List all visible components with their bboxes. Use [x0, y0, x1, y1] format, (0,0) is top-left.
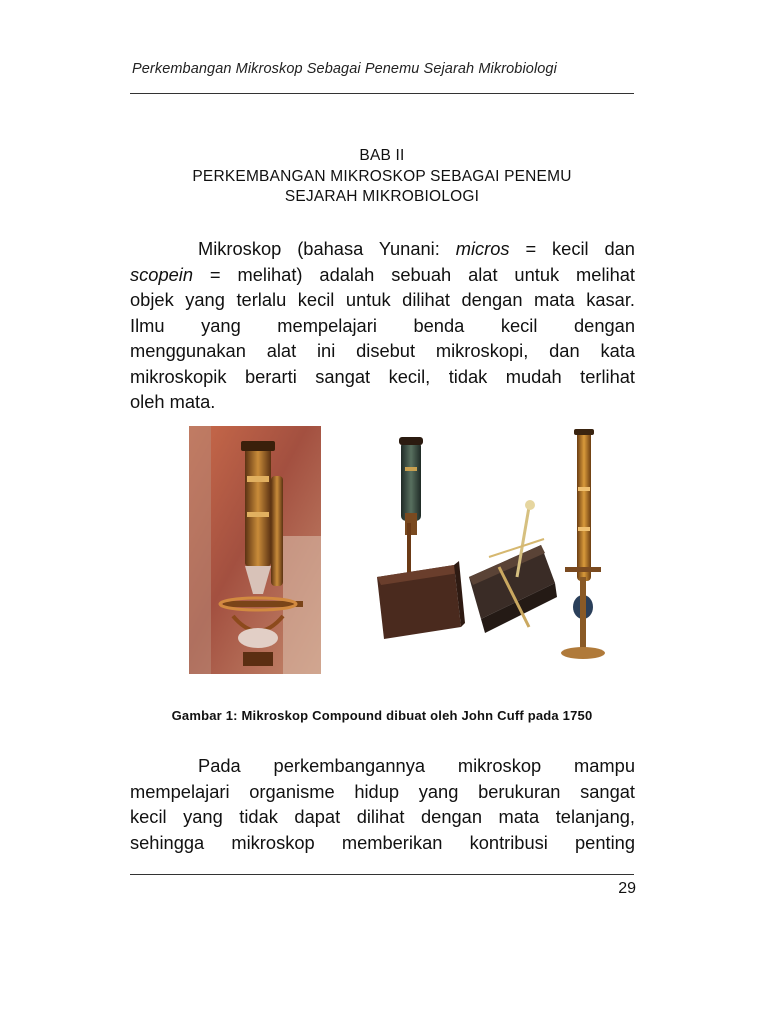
- brass-microscope-image: [183, 416, 325, 678]
- paragraph-line: mempelajari organisme hidup yang berukuran sangat: [130, 780, 635, 802]
- paragraph-line: scopein = melihat) adalah sebuah alat untuk melihat: [130, 263, 635, 285]
- microscope-photo-right: [369, 427, 620, 666]
- chapter-title-line-1: PERKEMBANGAN MIKROSKOP SEBAGAI PENEMU: [192, 167, 572, 185]
- paragraph-line: oleh mata.: [130, 391, 216, 412]
- footer-rule: [130, 874, 634, 875]
- paragraph-line: mikroskopik berarti sangat kecil, tidak mudah terlihat: [130, 365, 635, 387]
- microscope-photo-left: [183, 416, 325, 678]
- paragraph-line: objek yang terlalu kecil untuk dilihat dengan mata kasar.: [130, 289, 635, 310]
- page-number: 29: [618, 880, 636, 897]
- paragraph-line: menggunakan alat ini disebut mikroskopi, dan kata: [130, 340, 635, 361]
- figure-caption: Gambar 1: Mikroskop Compound dibuat oleh John Cuff pada 1750: [171, 708, 593, 723]
- antique-microscopes-image: [369, 427, 620, 666]
- paragraph-line: Ilmu yang mempelajari benda kecil dengan: [130, 314, 635, 336]
- paragraph-microscope-definition: [130, 236, 635, 415]
- paragraph-line: Mikroskop (bahasa Yunani: micros = kecil dan: [198, 238, 635, 259]
- running-header: Perkembangan Mikroskop Sebagai Penemu Sejarah Mikrobiologi: [132, 61, 557, 77]
- header-rule: [130, 93, 634, 94]
- paragraph-line: Pada perkembangannya mikroskop mampu: [198, 755, 635, 776]
- chapter-title-line-2: SEJARAH MIKROBIOLOGI: [284, 188, 480, 205]
- paragraph-microscope-development: [130, 753, 635, 855]
- chapter-heading: [130, 146, 634, 208]
- paragraph-line: sehingga mikroskop memberikan kontribusi penting: [130, 831, 635, 853]
- paragraph-line: kecil yang tidak dapat dilihat dengan mata telanjang,: [130, 806, 635, 827]
- chapter-label: BAB II: [359, 147, 405, 164]
